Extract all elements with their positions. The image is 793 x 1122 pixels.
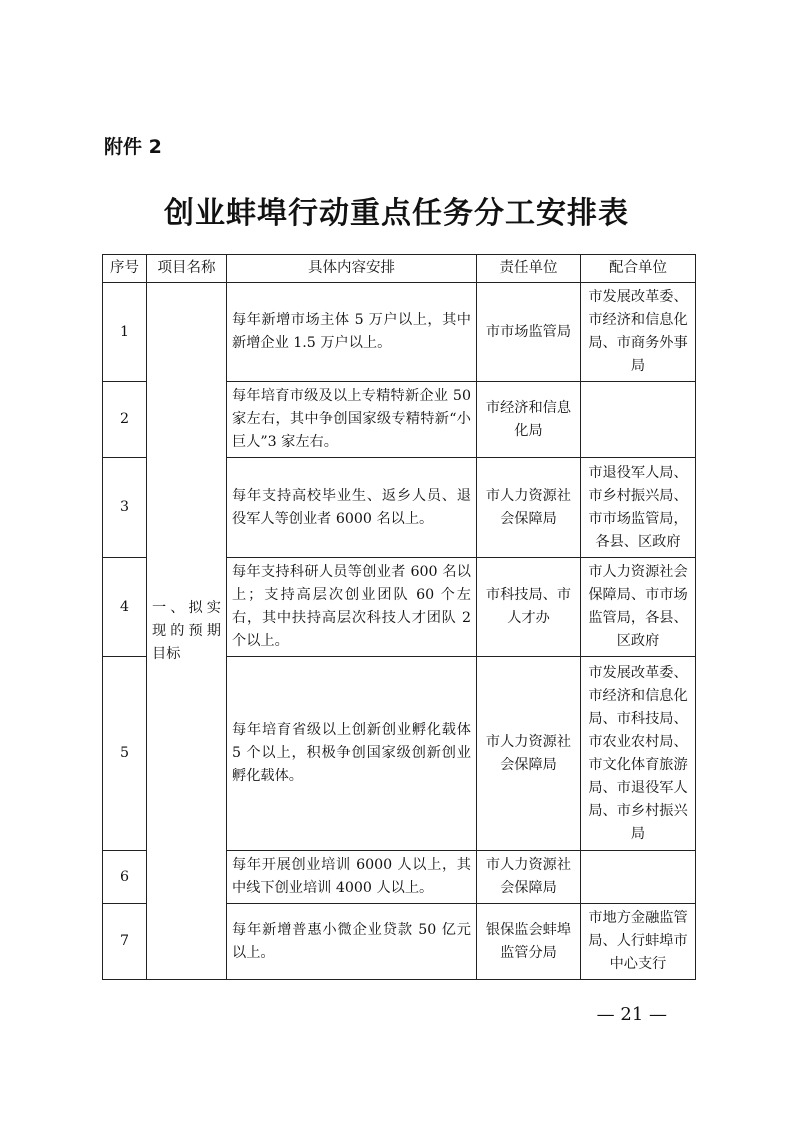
row-number: 4 — [103, 558, 147, 657]
content-cell: 每年新增普惠小微企业贷款 50 亿元以上。 — [227, 904, 477, 980]
cooperate-cell — [581, 382, 696, 458]
header-cooperate: 配合单位 — [581, 255, 696, 283]
content-cell: 每年支持高校毕业生、返乡人员、退役军人等创业者 6000 名以上。 — [227, 458, 477, 558]
attachment-label: 附件 2 — [104, 136, 162, 158]
content-cell: 每年培育省级以上创新创业孵化载体 5 个以上，积极争创国家级创新创业孵化载体。 — [227, 657, 477, 851]
cooperate-cell: 市发展改革委、市经济和信息化局、市商务外事局 — [581, 283, 696, 382]
content-cell: 每年培育市级及以上专精特新企业 50 家左右，其中争创国家级专精特新“小巨人”3 家左右。 — [227, 382, 477, 458]
table-row — [103, 283, 696, 382]
task-table — [102, 254, 696, 980]
owner-cell: 市人力资源社会保障局 — [477, 657, 581, 851]
row-number: 3 — [103, 458, 147, 558]
row-number: 7 — [103, 904, 147, 980]
header-no: 序号 — [103, 255, 147, 283]
owner-cell: 市人力资源社会保障局 — [477, 851, 581, 904]
cooperate-cell — [581, 851, 696, 904]
owner-cell: 市人力资源社会保障局 — [477, 458, 581, 558]
project-name-cell: 一、拟实现的预期目标 — [147, 283, 227, 980]
content-cell: 每年开展创业培训 6000 人以上，其中线下创业培训 4000 人以上。 — [227, 851, 477, 904]
row-number: 5 — [103, 657, 147, 851]
cooperate-cell: 市发展改革委、市经济和信息化局、市科技局、市农业农村局、市文化体育旅游局、市退役军人局、市乡村振兴局 — [581, 657, 696, 851]
row-number: 1 — [103, 283, 147, 382]
content-cell: 每年新增市场主体 5 万户以上，其中新增企业 1.5 万户以上。 — [227, 283, 477, 382]
owner-cell: 市经济和信息化局 — [477, 382, 581, 458]
content-cell: 每年支持科研人员等创业者 600 名以上；支持高层次创业团队 60 个左右，其中扶持高层次科技人才团队 2 个以上。 — [227, 558, 477, 657]
cooperate-cell: 市退役军人局、市乡村振兴局、市市场监管局，各县、区政府 — [581, 458, 696, 558]
document-title: 创业蚌埠行动重点任务分工安排表 — [164, 196, 629, 231]
header-content: 具体内容安排 — [227, 255, 477, 283]
owner-cell: 银保监会蚌埠监管分局 — [477, 904, 581, 980]
row-number: 2 — [103, 382, 147, 458]
owner-cell: 市科技局、市人才办 — [477, 558, 581, 657]
header-project: 项目名称 — [147, 255, 227, 283]
page-number: — 21 — — [596, 1004, 667, 1025]
cooperate-cell: 市人力资源社会保障局、市市场监管局，各县、区政府 — [581, 558, 696, 657]
owner-cell: 市市场监管局 — [477, 283, 581, 382]
row-number: 6 — [103, 851, 147, 904]
cooperate-cell: 市地方金融监管局、人行蚌埠市中心支行 — [581, 904, 696, 980]
table-header-row — [103, 255, 696, 283]
header-owner: 责任单位 — [477, 255, 581, 283]
